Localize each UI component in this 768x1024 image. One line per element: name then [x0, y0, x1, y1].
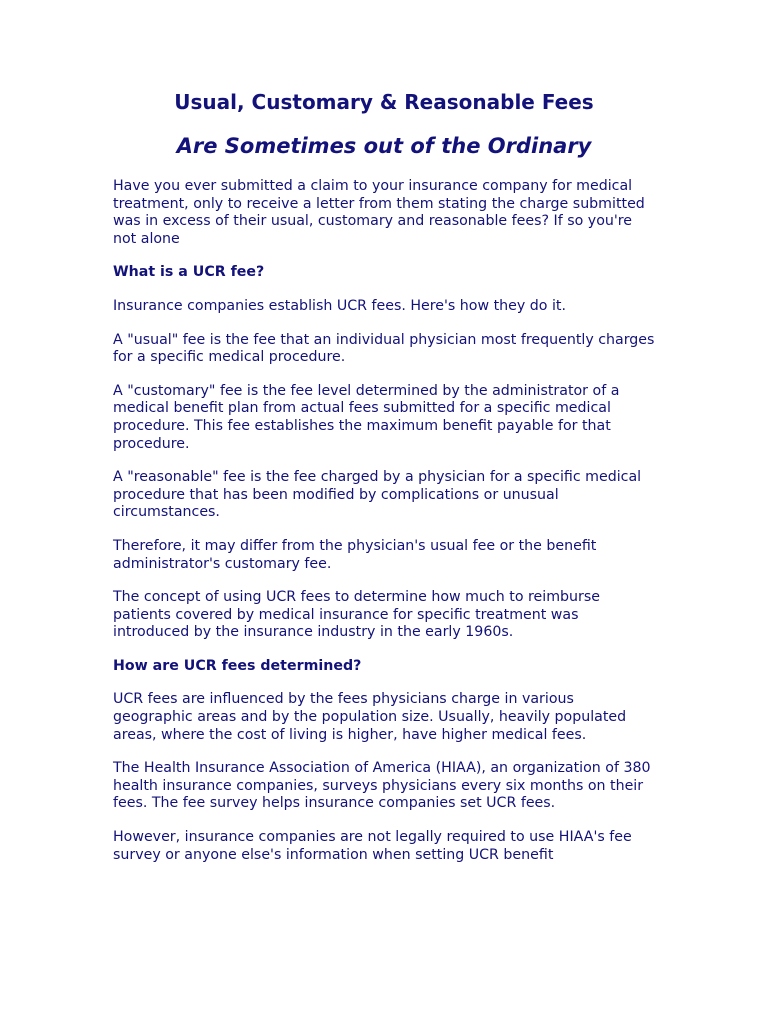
paragraph-however: However, insurance companies are not legally required to use HIAA's fee survey or anyone else's information when setting UCR benefit	[113, 829, 632, 863]
document-body	[113, 178, 658, 880]
paragraph-establish-ucr: Insurance companies establish UCR fees. Here's how they do it.	[113, 297, 566, 314]
document-title: Usual, Customary & Reasonable Fees	[174, 90, 594, 114]
paragraph-usual-fee: A "usual" fee is the fee that an individual physician most frequently charges for a specific medical procedure.	[113, 331, 655, 366]
paragraph-hiaa: The Health Insurance Association of America (HIAA), an organization of 380 health insurance companies, surveys physicians every six months on their fees. The fee survey helps insurance companies set UCR fees.	[113, 760, 651, 812]
paragraph-customary-fee: A "customary" fee is the fee level determined by the administrator of a medical benefit plan from actual fees submitted for a specific medical procedure. This fee establishes the maximum benefit payable for that procedure.	[113, 382, 620, 452]
document-subtitle: Are Sometimes out of the Ordinary	[176, 134, 592, 158]
paragraph-influenced: UCR fees are influenced by the fees physicians charge in various geographic areas and by the population size. Usually, heavily populated areas, where the cost of living is higher, have higher medical fees.	[113, 691, 627, 743]
paragraph-therefore: Therefore, it may differ from the physician's usual fee or the benefit administrator's customary fee.	[113, 537, 597, 572]
intro-paragraph: Have you ever submitted a claim to your insurance company for medical treatment, only to receive a letter from them stating the charge submitted was in excess of their usual, customary and reasonable fees? If so you're not alone	[113, 178, 645, 247]
section-heading-what-is-ucr: What is a UCR fee?	[113, 264, 265, 281]
section-heading-how-determined: How are UCR fees determined?	[113, 657, 362, 674]
paragraph-reasonable-fee: A "reasonable" fee is the fee charged by a physician for a specific medical procedure that has been modified by complications or unusual circumstances.	[113, 469, 642, 521]
paragraph-concept: The concept of using UCR fees to determine how much to reimburse patients covered by medical insurance for specific treatment was introduced by the insurance industry in the early 1960s.	[113, 589, 600, 641]
